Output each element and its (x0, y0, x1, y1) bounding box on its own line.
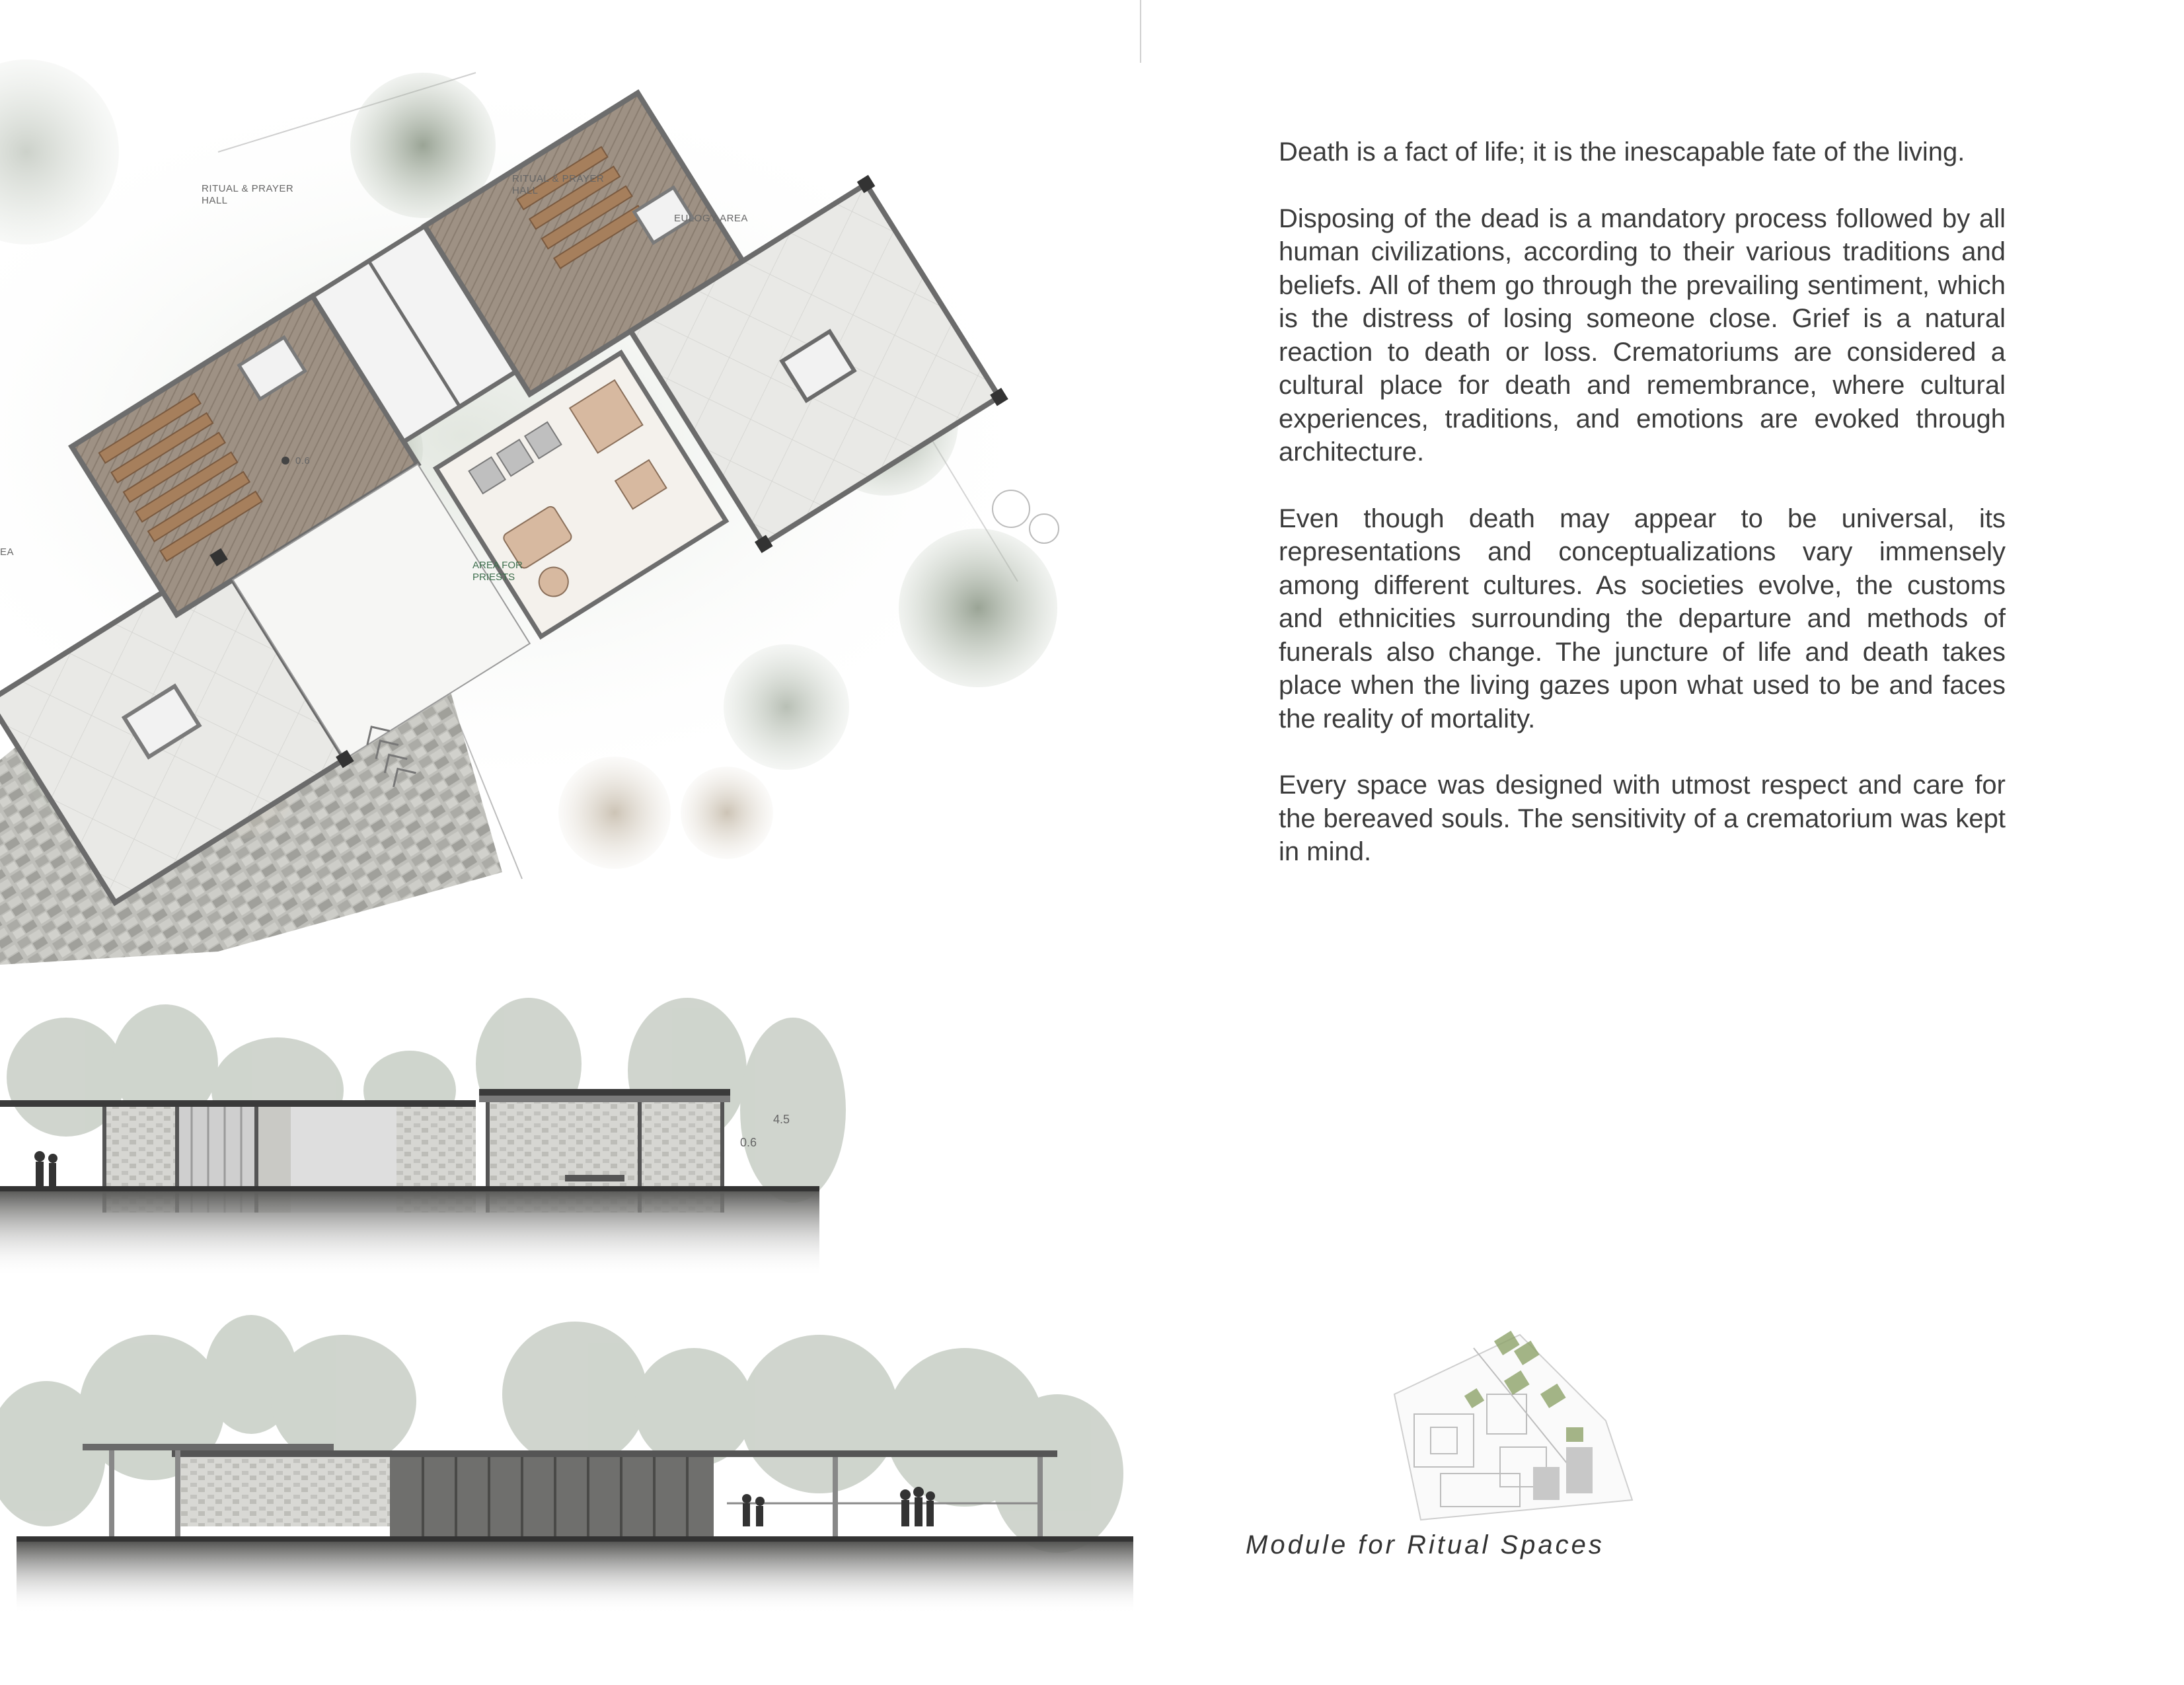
description-text (1279, 135, 2006, 902)
label-priests-1: AREA FOR (472, 560, 523, 571)
paragraph-4: Every space was designed with utmost respect and care for the bereaved souls. The sensitivity of a crematorium was kept in mind. (1279, 770, 2006, 866)
label-ritual-hall-right-2: HALL (512, 185, 539, 196)
label-eulogy-area: EULOGY AREA (674, 213, 748, 224)
label-ritual-hall-left-1: RITUAL & PRAYER (202, 183, 294, 194)
section-elevation-2 (0, 1315, 1137, 1619)
paragraph-3: Even though death may appear to be universal, its representations and conceptualizations vary immensely among different cultures. As societies evolve, the customs and ethnicities surrounding the departure and methods of funerals also change. The juncture of life and death takes place when the living gazes upon what used to be and faces the reality of mortality. (1279, 504, 2006, 733)
label-ritual-hall-left-2: HALL (202, 195, 228, 206)
paragraph-1: Death is a fact of life; it is the inescapable fate of the living. (1279, 137, 1965, 167)
paragraph-2: Disposing of the dead is a mandatory process followed by all human civilizations, according to their various traditions and beliefs. All of them go through the prevailing sentiment, which is the distress of losing someone close. Grief is a natural reaction to death or loss. Crematoriums are considered a cultural place for death and remembrance, where cultural experiences, traditions, and emotions are evoked through architecture. (1279, 204, 2006, 467)
level-marker-icon (282, 457, 289, 465)
label-priests-2: PRIESTS (472, 572, 515, 583)
key-site-plan (1368, 1315, 1645, 1526)
divider-line (1140, 0, 1141, 63)
section-level-b: 4.5 (773, 1113, 790, 1126)
label-area-left: EA (0, 546, 15, 558)
label-ritual-hall-right-1: RITUAL & PRAYER (512, 173, 605, 184)
caption: Module for Ritual Spaces (1246, 1530, 1604, 1559)
floor-plan-drawing (0, 40, 1090, 978)
section-level-a: 0.6 (740, 1136, 757, 1149)
section-elevation-1 (0, 991, 859, 1282)
label-level: 0.6 (295, 455, 311, 467)
